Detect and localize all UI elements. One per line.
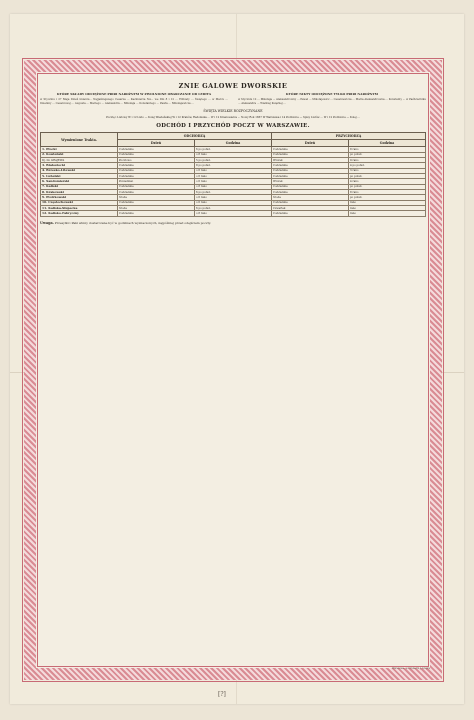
day-cell: Codziennie bbox=[272, 152, 349, 157]
hour-cell: rano bbox=[349, 206, 426, 211]
day-cell: Wtorek bbox=[272, 179, 349, 184]
poster-content bbox=[40, 78, 426, 666]
hour-cell: rano bbox=[349, 200, 426, 205]
hour-cell: o 6 rano bbox=[195, 200, 272, 205]
col-hour: Godzina bbox=[195, 140, 272, 147]
route-name: 1. Płocki bbox=[41, 147, 118, 152]
day-cell: Codziennie bbox=[272, 190, 349, 195]
left-subheading: KTÓRE SKŁADY ODCIĘŻONE PRIRI NAROŻNYM W ZWOLNIONE OBARCZANIE OD LEDITA bbox=[56, 92, 212, 96]
day-cell: Codziennie bbox=[118, 147, 195, 152]
day-cell: Codziennie bbox=[272, 211, 349, 216]
col-hour: Godzina bbox=[349, 140, 426, 147]
hour-cell: 6 po połud. bbox=[195, 147, 272, 152]
hour-cell: o 6 rano bbox=[195, 195, 272, 200]
table-row bbox=[41, 211, 426, 216]
route-name: 3. Białostocki bbox=[41, 163, 118, 168]
day-cell: Codziennie bbox=[118, 200, 195, 205]
hour-cell: 3 rano bbox=[349, 168, 426, 173]
day-cell: Codziennie bbox=[272, 184, 349, 189]
day-cell: Codziennie bbox=[272, 200, 349, 205]
printer-imprint: Warszawa, w Drukarni J. Ungra bbox=[391, 667, 430, 670]
right-column bbox=[238, 93, 426, 105]
poster-heading: ZNIE GALOWE DWORSKIE bbox=[178, 82, 288, 90]
col-day: Dzień bbox=[118, 140, 195, 147]
hour-cell: 8 rano bbox=[349, 190, 426, 195]
route-name: 8. Krakowski bbox=[41, 190, 118, 195]
day-cell: Codziennie bbox=[118, 152, 195, 157]
route-name: 6. Sandomierski bbox=[41, 179, 118, 184]
route-name: 5. Lubelski bbox=[41, 174, 118, 179]
day-cell: Codziennie bbox=[118, 211, 195, 216]
route-name: Dj. Do GRAJEWA bbox=[41, 157, 118, 162]
hour-cell: po połud. bbox=[349, 174, 426, 179]
route-name: 11. Kaliska-Słupecka bbox=[41, 206, 118, 211]
right-text: w Styczniu 12 ... Mikołaja ... Aleksandrowny ... Paweł ... Mikołajewicz ... Cesarzewicza ... Maria Aleksandrowna ... Konstanty ... w Październiku ... Aleksandra ... Wielkiej Księżnej ... bbox=[238, 98, 426, 105]
left-text: w Styczniu i 27 Maja Dzień imieniu... Najjaśniejszego Cesarza ... Kazimierza NA... we Dni 8 i 12 ... Elżbiety ... Świętego ... w Marcu ... Imieniny ... Cesarzowej ... Augusta ... Mariego ... Aleksandra ... Mikołaja ... Konstantego ... Pawła ... Mikołajewicza ... bbox=[40, 98, 228, 105]
day-cell: Wtorek bbox=[272, 157, 349, 162]
hour-cell: 6 po połud. bbox=[195, 206, 272, 211]
day-cell: Codziennie bbox=[118, 168, 195, 173]
day-cell: Środa bbox=[118, 195, 195, 200]
day-cell: Środa bbox=[272, 195, 349, 200]
hour-cell: rano bbox=[349, 211, 426, 216]
col-day: Dzień bbox=[272, 140, 349, 147]
route-name: 2. Kowieński bbox=[41, 152, 118, 157]
hour-cell: o 8 rano bbox=[195, 211, 272, 216]
hour-cell: o 8 rano bbox=[195, 184, 272, 189]
departures-header: ODCHODZĄ bbox=[118, 133, 272, 140]
day-cell: Codziennie bbox=[118, 174, 195, 179]
arrivals-header: PRZYCHODZĄ bbox=[272, 133, 426, 140]
timetable-body bbox=[41, 147, 426, 216]
footer-note bbox=[40, 221, 426, 225]
hour-cell: 8 rano bbox=[349, 147, 426, 152]
route-name: 4. Brzesko-Litewski bbox=[41, 168, 118, 173]
archive-stamp: [?] bbox=[218, 691, 226, 698]
route-name: 12. Kalisko-Fabryczny bbox=[41, 211, 118, 216]
postal-notice: Pocztę i Listowy W i 12 Listo — Kolej Wiedeńskiej W i 12 Kraków, Radomska ... W i 12 Krasnosielca ... Nowy Rok 1867 W Warszawa i 14 Podłonice — Spisy Listów ... W i 12 Podłonice — Kolej ... bbox=[106, 115, 360, 119]
hour-cell: 9 rano bbox=[349, 157, 426, 162]
hour-cell: 8 po połud. bbox=[195, 163, 272, 168]
day-cell: Codziennie bbox=[118, 184, 195, 189]
route-name: 7. Kaliski bbox=[41, 184, 118, 189]
holiday-columns bbox=[40, 93, 426, 105]
hour-cell: o 8 rano bbox=[195, 152, 272, 157]
left-column bbox=[40, 93, 228, 105]
hour-cell: po połud. bbox=[349, 184, 426, 189]
section-note: ŚWIĘTA WIELKIE ROZPOCZYNANE bbox=[203, 108, 263, 113]
hour-cell: o 6 rano bbox=[195, 174, 272, 179]
footer-label: Uwaga. bbox=[40, 220, 54, 225]
right-subheading: KTÓRE NIKTY ODCIĘŻONE TYLKO PRIRI NAROŻNYM bbox=[286, 92, 378, 96]
hour-cell: 4 rano bbox=[349, 179, 426, 184]
footer-text: Przesyłki i Paki winny dostarczane być w godzinach wyznaczonych, najpóźniej przed odejściem poczty. bbox=[54, 220, 212, 225]
day-cell: Codziennie bbox=[272, 163, 349, 168]
day-cell: Czwartek bbox=[272, 206, 349, 211]
day-cell: Codziennie bbox=[272, 174, 349, 179]
routes-header: Wymienione Trakta. bbox=[41, 133, 118, 147]
day-cell: Poniedział. bbox=[118, 179, 195, 184]
day-cell: Codziennie bbox=[118, 163, 195, 168]
day-cell: Codziennie bbox=[272, 147, 349, 152]
hour-cell: 4 po połud. bbox=[349, 163, 426, 168]
hour-cell: 6 po połud. bbox=[195, 190, 272, 195]
hour-cell: o 6 rano bbox=[195, 179, 272, 184]
timetable-title: ODCHÓD I PRZYCHÓD POCZT W WARSZAWIE. bbox=[156, 123, 310, 130]
post-timetable bbox=[40, 132, 426, 216]
day-cell: Codziennie bbox=[118, 190, 195, 195]
day-cell: Środa bbox=[118, 206, 195, 211]
hour-cell: po połud. bbox=[349, 152, 426, 157]
hour-cell: o 6 rano bbox=[195, 168, 272, 173]
day-cell: Pocztowo bbox=[118, 157, 195, 162]
hour-cell: 5 po połud. bbox=[195, 157, 272, 162]
route-name: 10. Częstochowski bbox=[41, 200, 118, 205]
day-cell: Codziennie bbox=[272, 168, 349, 173]
hour-cell: po połud. bbox=[349, 195, 426, 200]
route-name: 9. Piotrkowski bbox=[41, 195, 118, 200]
